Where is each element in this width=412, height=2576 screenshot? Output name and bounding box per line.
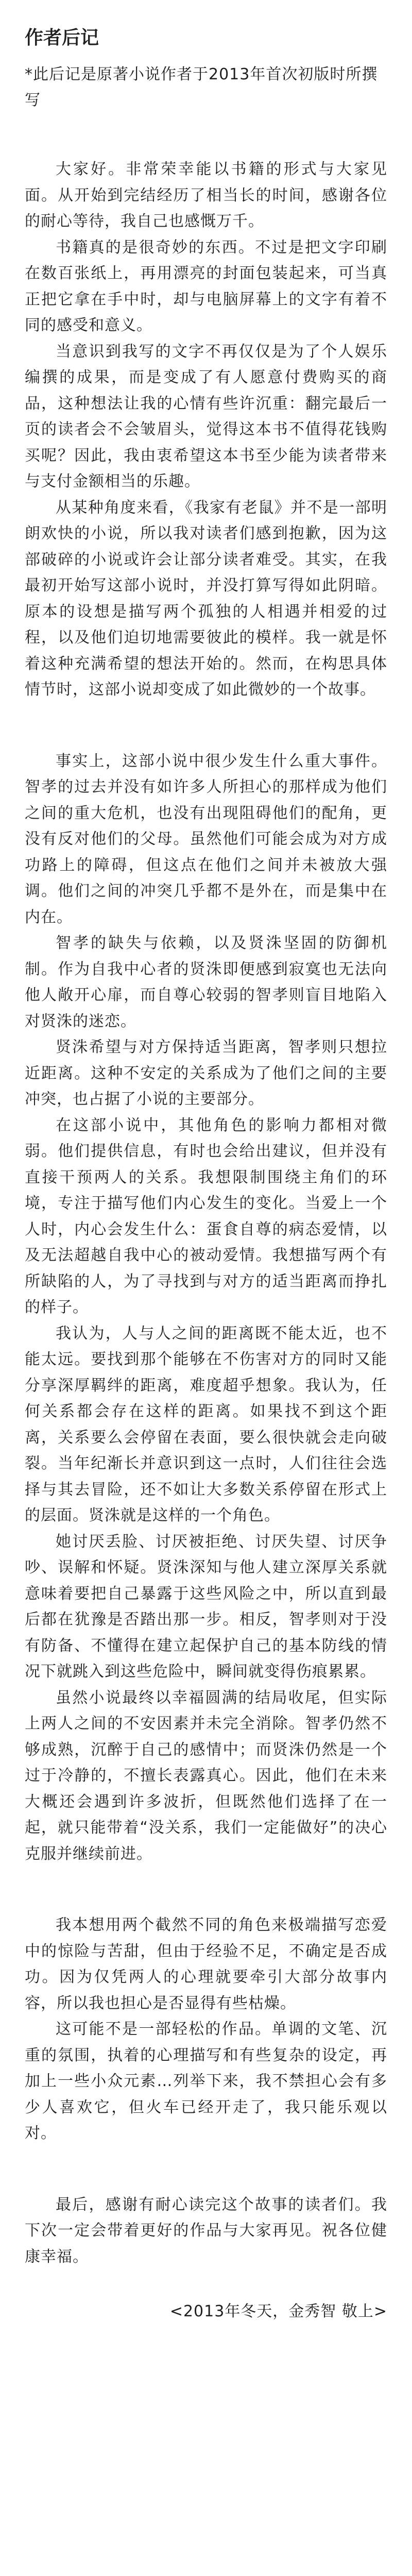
paragraph: 在这部小说中，其他角色的影响力都相对微弱。他们提供信息，有时也会给出建议，但并没有直接干预两人的关系。我想限制围绕主角们的环境，专注于描写他们内心发生的变化。当爱上一个人时，内心会发生什么：蛋食自尊的病态爱情，以及无法超越自我中心的被动爱情。我想描写两个有所缺陷的人，为了寻找到与对方的适当距离而挣扎的样子。 — [25, 1116, 387, 1316]
paragraph: 这可能不是一部轻松的作品。单调的文笔、沉重的氛围，执着的心理描写和有些复杂的设定，再加上一些小众元素…列举下来，我不禁担心会有多少人喜欢它，但火车已经开走了，我只能乐观以对。 — [25, 2020, 387, 2142]
paragraph: 我本想用两个截然不同的角色来极端描写恋爱中的惊险与苦甜，但由于经验不足，不确定是否成功。因为仅凭两人的心理就要牵引大部分故事内容，所以我也担心是否显得有些枯燥。 — [25, 1916, 387, 2012]
paragraph: 贤洙希望与对方保持适当距离，智孝则只想拉近距离。这种不安定的关系成为了他们之间的主要冲突，也占据了小说的主要部分。 — [25, 1038, 387, 1108]
intro-note: *此后记是原著小说作者于2013年首次初版时所撰写 — [25, 65, 378, 109]
paragraph: 从某种角度来看，《我家有老鼠》并不是一部明朗欢快的小说，所以我对读者们感到抱歉，因为这部破碎的小说或许会让部分读者难受。其实，在我最初开始写这部小说时，并没打算写得如此阴暗。原本的设想是描写两个孤独的人相遇并相爱的过程，以及他们迫切地需要彼此的模样。我一就是怀着这种充满希望的想法开始的。然而，在构思具体情节时，这部小说却变成了如此微妙的一个故事。 — [25, 498, 387, 699]
section-2 — [25, 749, 387, 1868]
paragraph: 智孝的缺失与依赖，以及贤洙坚固的防御机制。作为自我中心者的贤洙即便感到寂寞也无法向他人敞开心扉，而自尊心较弱的智孝则盲目地陷入对贤洙的迷恋。 — [25, 934, 387, 1030]
paragraph: 我认为，人与人之间的距离既不能太近，也不能太远。要找到那个能够在不伤害对方的同时又能分享深厚羁绊的距离，难度超乎想象。我认为，任何关系都会存在这样的距离。如果找不到这个距离，关系要么会停留在表面，要么很快就会走向破裂。当年纪渐长并意识到这一点时，人们往往会选择与其去冒险，还不如让大多数关系停留在形式上的层面。贤洙就是这样的一个角色。 — [25, 1324, 387, 1524]
paragraph: 书籍真的是很奇妙的东西。不过是把文字印刷在数百张纸上，再用漂亮的封面包装起来，可当真正把它拿在手中时，却与电脑屏幕上的文字有着不同的感受和意义。 — [25, 238, 387, 334]
paragraph: 当意识到我写的文字不再仅仅是为了个人娱乐编撰的成果，而是变成了有人愿意付费购买的商品，这种想法让我的心情有些许沉重：翻完最后一页的读者会不会皱眉头，觉得这本书不值得花钱购买呢？因此，我由衷希望这本书至少能为读者带来与支付金额相当的乐趣。 — [25, 342, 387, 490]
paragraph: 虽然小说最终以幸福圆满的结局收尾，但实际上两人之间的不安因素并未完全消除。智孝仍然不够成熟，沉醉于自己的感情中；而贤洙仍然是一个过于冷静的，不擅长表露真心。因此，他们在未来大概还会遇到许多波折，但既然他们选择了在一起，就只能带着“没关系，我们一定能做好”的决心克服并继续前进。 — [25, 1688, 387, 1863]
section-1 — [25, 157, 387, 703]
paragraph: 事实上，这部小说中很少发生什么重大事件。智孝的过去并没有如许多人所担心的那样成为他们之间的重大危机，也没有出现阻碍他们的配角，更没有反对他们的父母。虽然他们可能会成为对方成功路上的障碍，但这点在他们之间并未被放大强调。他们之间的冲突几乎都不是外在，而是集中在内在。 — [25, 752, 387, 926]
section-4 — [25, 2192, 387, 2270]
paragraph: 她讨厌丢脸、讨厌被拒绝、讨厌失望、讨厌争吵、误解和怀疑。贤洙深知与他人建立深厚关系就意味着要把自己暴露于这些风险之中，所以直到最后都在犹豫是否踏出那一步。相反，智孝则对于没有防备、不懂得在建立起保护自己的基本防线的情况下就跳入到这些危险中，瞬间就变得伤痕累累。 — [25, 1532, 387, 1681]
paragraph: 最后，感谢有耐心读完这个故事的读者们。我下次一定会带着更好的作品与大家再见。祝各位健康幸福。 — [25, 2195, 387, 2266]
section-3 — [25, 1912, 387, 2147]
paragraph: 大家好。非常荣幸能以书籍的形式与大家见面。从开始到完结经历了相当长的时间，感谢各位的耐心等待，我自己也感慨万千。 — [25, 160, 387, 230]
page-title: 作者后记 — [25, 27, 99, 48]
signature: <2013年冬天，金秀智 敬上> — [169, 2302, 387, 2320]
